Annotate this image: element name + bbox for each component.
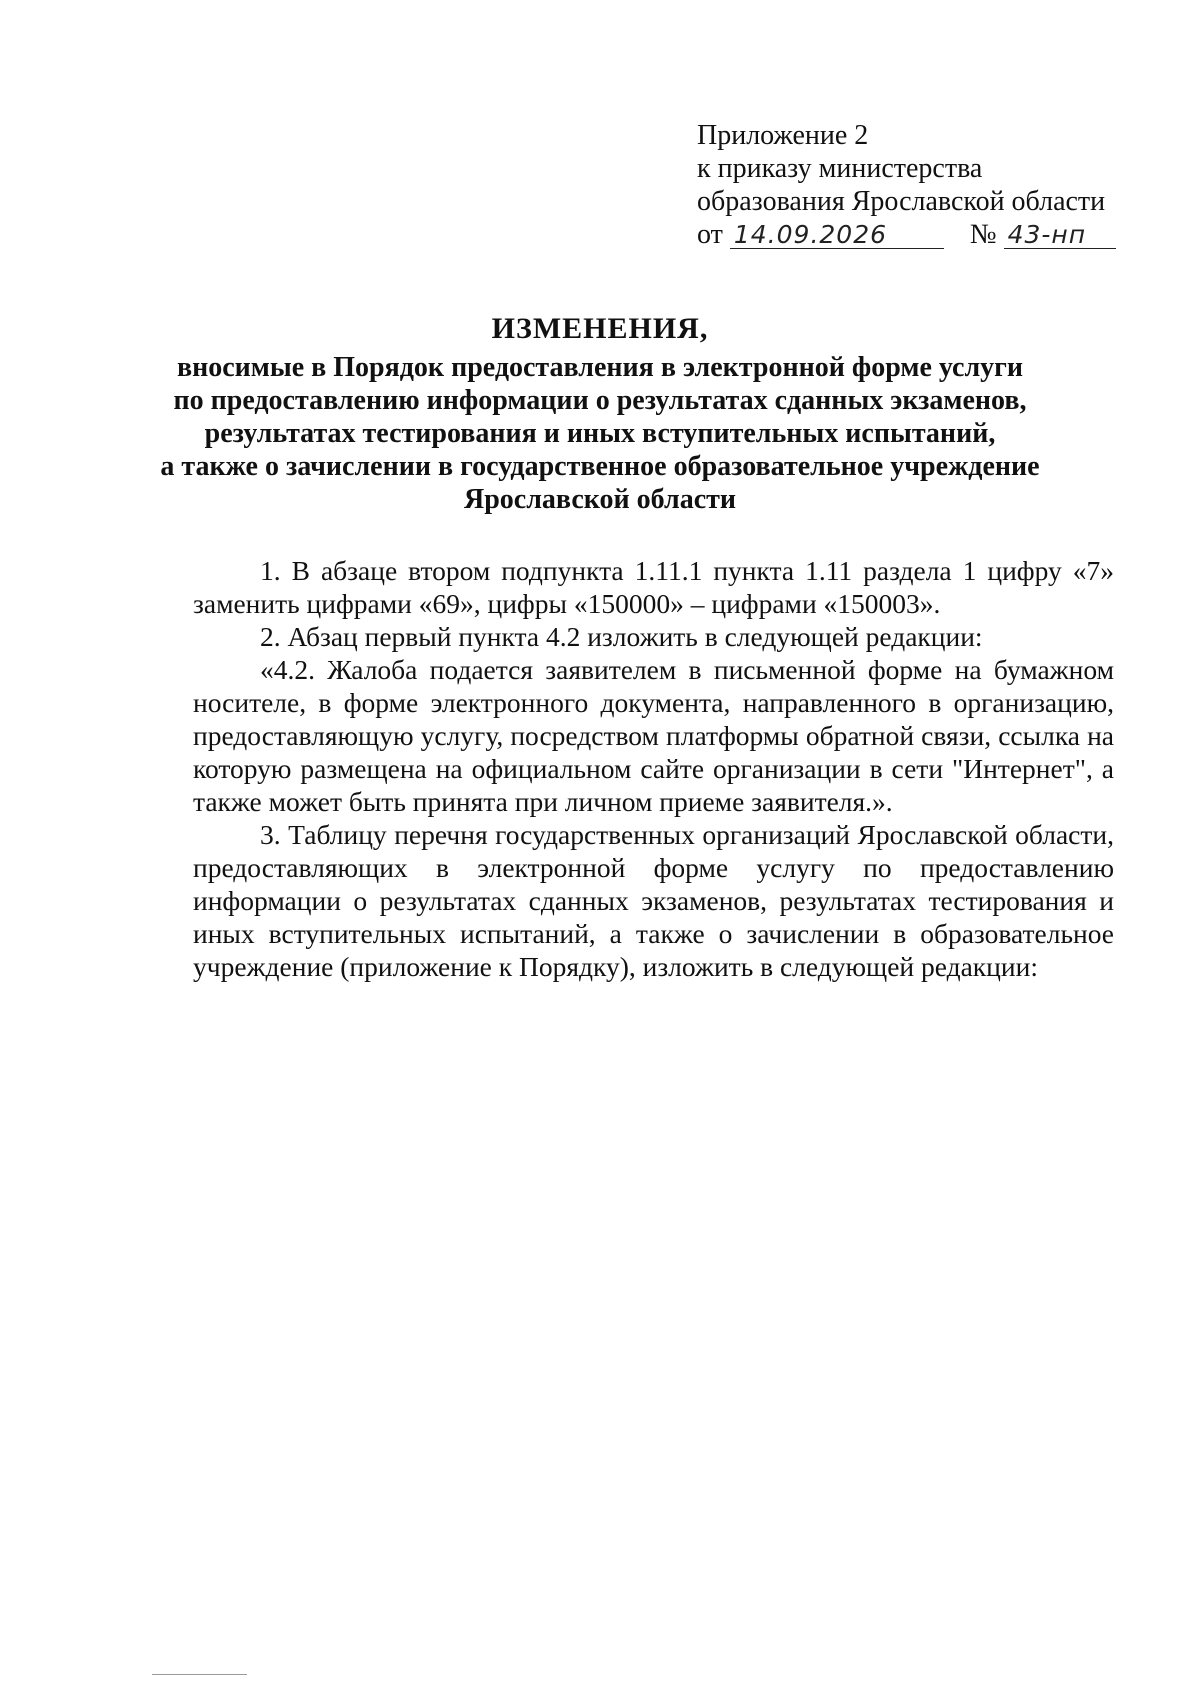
footer-rule bbox=[152, 1674, 247, 1675]
paragraph-item-2: 2. Абзац первый пункта 4.2 изложить в следующей редакции: bbox=[260, 621, 983, 652]
document-title bbox=[150, 312, 1050, 516]
appendix-header bbox=[697, 119, 1116, 251]
date-prefix: от bbox=[697, 219, 723, 250]
title-subtitle-line: Ярославской области bbox=[463, 484, 737, 515]
number-sign: № bbox=[969, 219, 997, 250]
handwritten-order-number: 43-нп bbox=[1004, 222, 1116, 249]
paragraph-item-3: 3. Таблицу перечня государственных организаций Ярославской области, предоставляющих в электронной форме услугу по предоставлению информации о результатах сданных экзаменов, результатах тестирования и иных вступительных испытаний, а также о зачислении в образовательное учреждение (приложение к Порядку), изложить в следующей редакции: bbox=[193, 819, 1114, 982]
paragraph-item-1: 1. В абзаце втором подпункта 1.11.1 пункта 1.11 раздела 1 цифру «7» заменить цифрами «69», цифры «150000» – цифрами «150003». bbox=[193, 555, 1114, 619]
appendix-line-1: Приложение 2 bbox=[697, 120, 869, 151]
handwritten-date: 14.09.2026 bbox=[730, 222, 944, 249]
appendix-line-2: к приказу министерства bbox=[697, 153, 983, 184]
title-subtitle-line: а также о зачислении в государственное образовательное учреждение bbox=[160, 451, 1040, 482]
paragraph-quoted-4-2: «4.2. Жалоба подается заявителем в письменной форме на бумажном носителе, в форме электронного документа, направленного в организацию, предоставляющую услугу, посредством платформы обратной связи, ссылка на которую размещена на официальном сайте организации в сети "Интернет", а также может быть принята при личном приеме заявителя.». bbox=[193, 654, 1114, 817]
title-subtitle-line: по предоставлению информации о результатах сданных экзаменов, bbox=[173, 385, 1027, 416]
document-body bbox=[193, 554, 1114, 983]
appendix-line-3: образования Ярославской области bbox=[697, 186, 1106, 217]
title-subtitle-line: результатах тестирования и иных вступительных испытаний, bbox=[204, 418, 996, 449]
order-date-number-line bbox=[697, 218, 1116, 251]
title-subtitle-line: вносимые в Порядок предоставления в электронной форме услуги bbox=[176, 352, 1024, 383]
title-heading: ИЗМЕНЕНИЯ, bbox=[491, 312, 709, 345]
